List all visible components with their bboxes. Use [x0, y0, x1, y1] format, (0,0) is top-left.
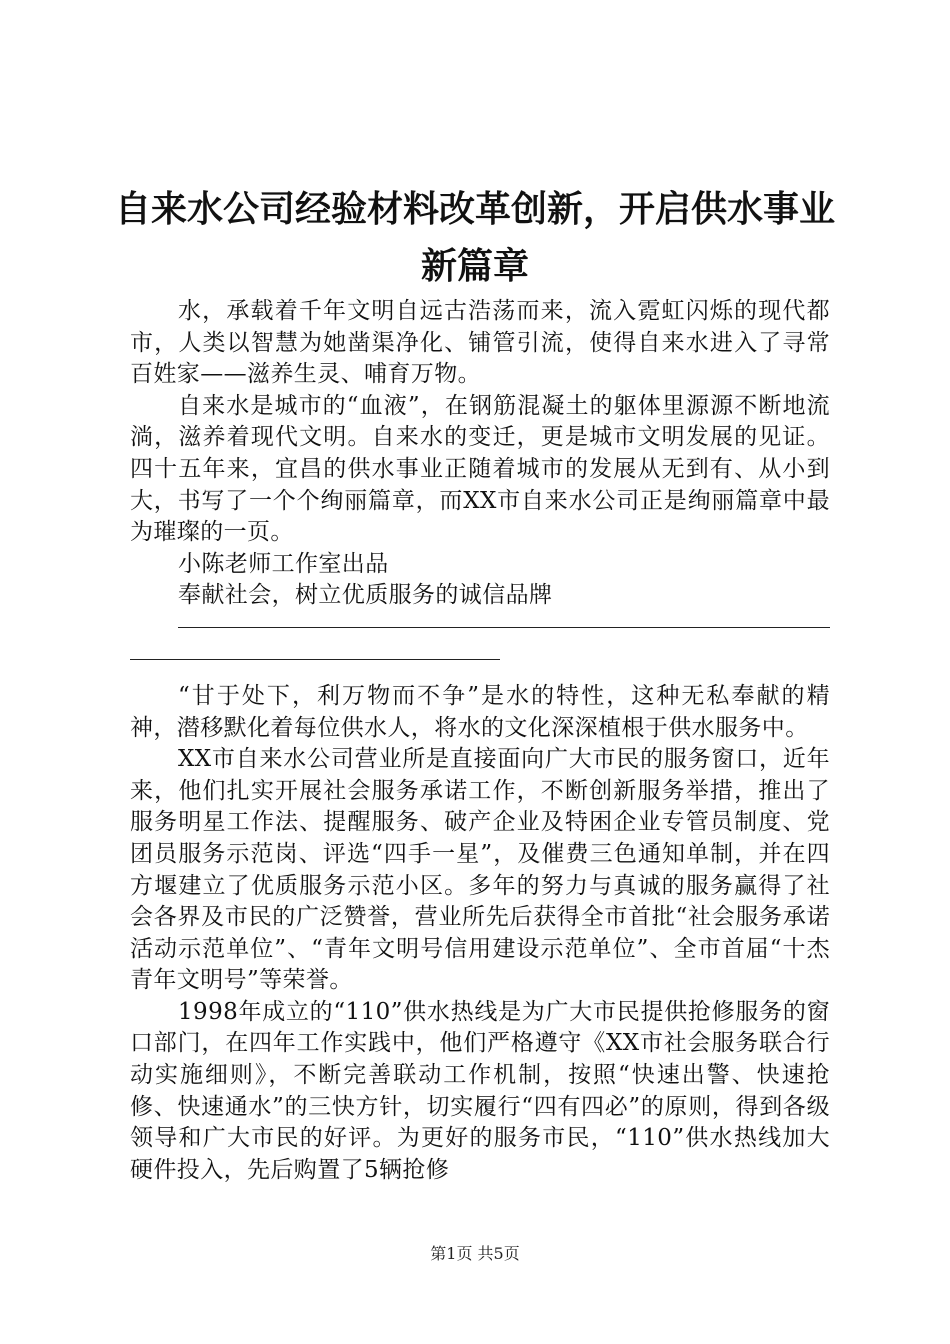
paragraph-water-spirit: “甘于处下，利万物而不争”是水的特性，这种无私奉献的精神，潜移默化着每位供水人，将水的文化深深植根于供水服务中。	[130, 682, 830, 741]
separator-line	[178, 627, 830, 629]
paragraph-business-office: XX市自来水公司营业所是直接面向广大市民的服务窗口，近年来，他们扎实开展社会服务承诺工作，不断创新服务举措，推出了服务明星工作法、提醒服务、破产企业及特困企业专管员制度、党团员服务示范岗、评选“四手一星”，及催费三色通知单制，并在四方堰建立了优质服务示范小区。多年的努力与真诚的服务赢得了社会各界及市民的广泛赞誉，营业所先后获得全市首批“社会服务承诺活动示范单位”、“青年文明号信用建设示范单位”、全市首届“十杰青年文明号”等荣誉。	[130, 746, 830, 994]
paragraph-studio-credit: 小陈老师工作室出品	[178, 550, 389, 577]
document-title-line-2: 新篇章	[420, 246, 529, 287]
document-body	[130, 296, 830, 1186]
page-number-footer: 第1页 共5页	[430, 1244, 520, 1263]
paragraph-hotline-110: 1998年成立的“110”供水热线是为广大市民提供抢修服务的窗口部门，在四年工作实践中，他们严格遵守《XX市社会服务联合行动实施细则》，不断完善联动工作机制，按照“快速出警、快速抢修、快速通水”的三快方针，切实履行“四有四必”的原则，得到各级领导和广大市民的好评。为更好的服务市民，“110”供水热线加大硬件投入，先后购置了5辆抢修	[130, 998, 830, 1183]
document-title-line-1: 自来水公司经验材料改革创新，开启供水事业	[114, 189, 835, 230]
separator-line-continued	[130, 659, 500, 661]
section-heading-service-brand: 奉献社会，树立优质服务的诚信品牌	[178, 582, 553, 609]
paragraph-city-blood: 自来水是城市的“血液”，在钢筋混凝土的躯体里源源不断地流淌，滋养着现代文明。自来水的变迁，更是城市文明发展的见证。四十五年来，宜昌的供水事业正随着城市的发展从无到有、从小到大，书写了一个个绚丽篇章，而XX市自来水公司正是绚丽篇章中最为璀璨的一页。	[130, 392, 830, 546]
paragraph-intro: 水，承载着千年文明自远古浩荡而来，流入霓虹闪烁的现代都市，人类以智慧为她凿渠净化、铺管引流，使得自来水进入了寻常百姓家——滋养生灵、哺育万物。	[130, 298, 830, 388]
